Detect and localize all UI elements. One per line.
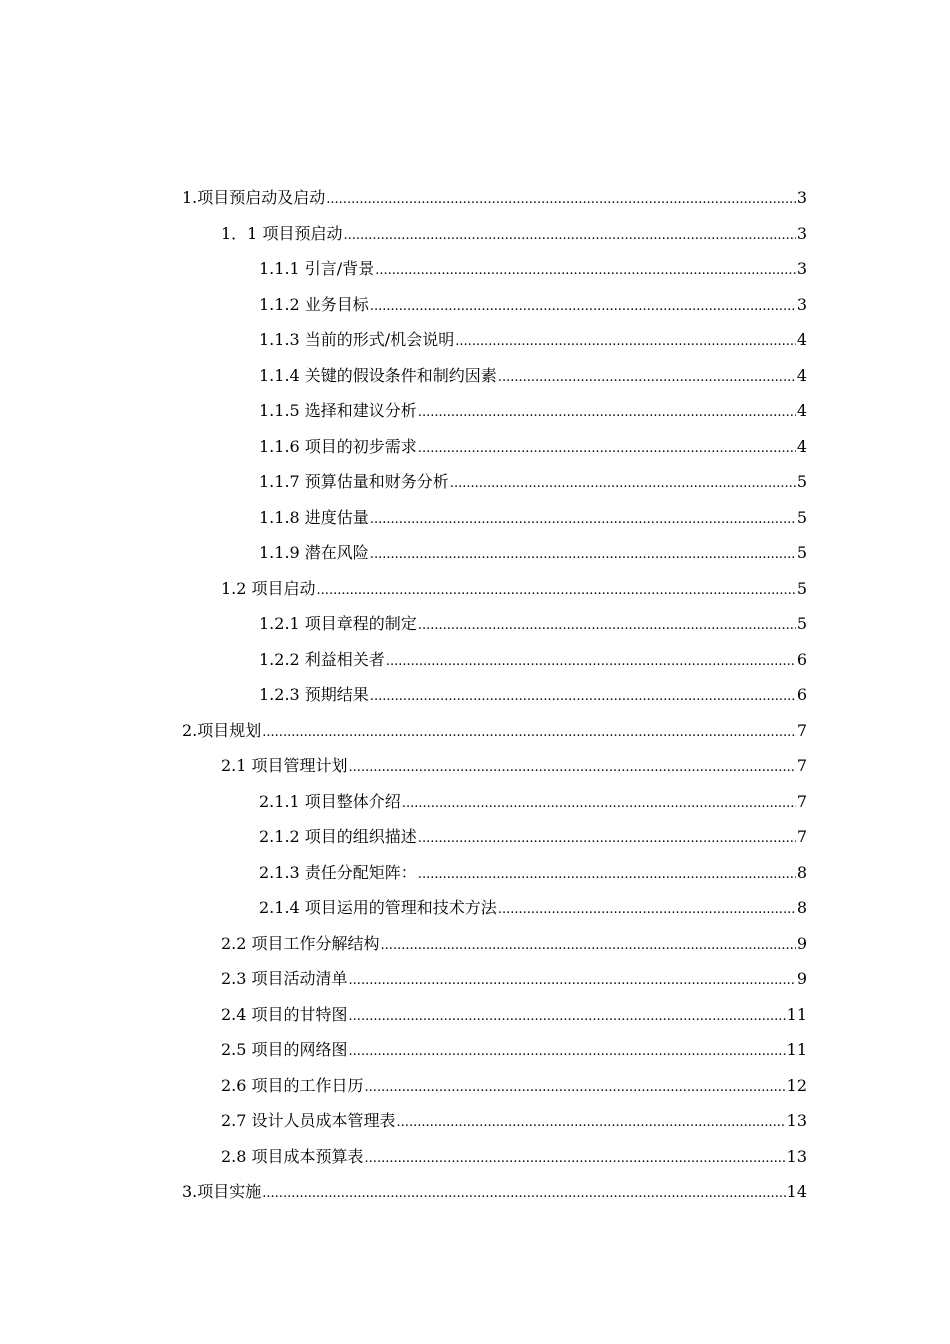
toc-dot-leader [402,789,796,819]
toc-entry-title: 1.1.8 进度估量 [259,507,369,527]
toc-dot-leader [370,540,796,570]
toc-entry-title: 1.项目预启动及启动 [182,188,326,207]
toc-entry[interactable] [221,929,807,959]
toc-entry-title: 3.项目实施 [182,1182,262,1201]
toc-page-number: 8 [796,862,807,882]
toc-dot-leader [498,895,796,925]
toc-entry-title: 2.项目规划 [182,720,262,740]
toc-entry[interactable] [259,858,807,888]
toc-entry-title: 2.1.2 项目的组织描述 [259,827,417,846]
toc-entry-title: 2.4 项目的甘特图 [221,1004,348,1024]
toc-entry[interactable] [221,1142,807,1172]
toc-entry[interactable] [221,1071,807,1101]
toc-dot-leader [370,682,796,712]
toc-entry-title: 1.2 项目启动 [221,578,316,598]
toc-entry[interactable] [259,680,807,710]
toc-entry-title: 1．1 项目预启动 [221,223,343,243]
toc-page-number: 7 [796,827,807,846]
toc-entry[interactable] [259,893,807,923]
toc-dot-leader [370,505,796,535]
toc-page-number: 3 [796,294,807,314]
toc-entry[interactable] [259,822,807,852]
toc-entry-title: 1.1.4 关键的假设条件和制约因素 [259,365,497,385]
toc-entry-title: 1.2.1 项目章程的制定 [259,614,417,633]
toc-page-number: 3 [796,223,807,243]
toc-dot-leader [381,931,796,961]
toc-page-number: 13 [786,1146,807,1166]
toc-entry[interactable] [221,751,807,781]
toc-entry-title: 1.2.2 利益相关者 [259,649,385,669]
toc-dot-leader [418,824,796,854]
toc-entry[interactable] [259,325,807,355]
toc-page-number: 4 [796,365,807,385]
toc-entry-title: 1.1.5 选择和建议分析 [259,401,417,420]
toc-entry[interactable] [259,432,807,462]
toc-page-number: 7 [796,756,807,775]
toc-entry-title: 2.6 项目的工作日历 [221,1075,364,1095]
toc-entry[interactable] [259,787,807,817]
toc-page-number: 7 [796,720,807,740]
toc-page-number: 14 [786,1182,807,1201]
toc-page-number: 9 [796,969,807,988]
toc-dot-leader [317,576,796,606]
toc-entry[interactable] [259,361,807,391]
toc-dot-leader [375,256,796,286]
toc-entry[interactable] [259,254,807,284]
toc-dot-leader [455,327,796,357]
toc-dot-leader [326,185,796,215]
toc-entry-title: 1.1.3 当前的形式/机会说明 [259,330,455,349]
toc-dot-leader [349,966,796,996]
toc-entry[interactable] [259,538,807,568]
toc-dot-leader [450,469,796,499]
toc-page-number: 6 [796,685,807,704]
toc-entry-title: 2.3 项目活动清单 [221,969,348,988]
toc-page-number: 4 [796,401,807,420]
toc-dot-leader [262,1179,785,1209]
toc-dot-leader [418,434,796,464]
toc-entry-title: 2.1 项目管理计划 [221,756,348,775]
toc-entry[interactable] [221,1035,807,1065]
toc-dot-leader [349,753,796,783]
toc-entry[interactable] [182,183,807,213]
toc-page-number: 13 [786,1111,807,1130]
toc-page-number: 5 [796,472,807,491]
toc-entry-title: 2.5 项目的网络图 [221,1040,348,1059]
toc-entry[interactable] [221,574,807,604]
toc-dot-leader [418,398,796,428]
toc-entry[interactable] [259,645,807,675]
toc-dot-leader [418,611,796,641]
toc-entry-title: 2.1.4 项目运用的管理和技术方法 [259,898,497,917]
toc-page-number: 9 [796,933,807,953]
toc-dot-leader [370,292,796,322]
toc-entry[interactable] [182,1177,807,1207]
toc-dot-leader [262,718,796,748]
toc-entry-title: 2.7 设计人员成本管理表 [221,1111,396,1130]
toc-dot-leader [397,1108,786,1138]
toc-entry[interactable] [182,716,807,746]
toc-page-number: 5 [796,614,807,633]
toc-page-number: 5 [796,543,807,562]
toc-page-number: 7 [796,791,807,811]
toc-entry[interactable] [259,396,807,426]
toc-entry[interactable] [221,219,807,249]
toc-entry[interactable] [221,964,807,994]
toc-dot-leader [365,1144,786,1174]
toc-entry-title: 2.1.1 项目整体介绍 [259,791,401,811]
toc-entry-title: 2.8 项目成本预算表 [221,1146,364,1166]
toc-dot-leader [343,221,795,251]
toc-entry-title: 1.2.3 预期结果 [259,685,369,704]
toc-entry[interactable] [221,1106,807,1136]
toc-page-number: 3 [796,259,807,278]
toc-page-number: 4 [796,436,807,456]
toc-entry[interactable] [259,290,807,320]
toc-page-number: 5 [796,507,807,527]
toc-page-number: 4 [796,330,807,349]
toc-page-number: 6 [796,649,807,669]
toc-dot-leader [418,860,796,890]
toc-page-number: 11 [786,1004,807,1024]
toc-entry[interactable] [221,1000,807,1030]
toc-entry[interactable] [259,467,807,497]
toc-dot-leader [365,1073,786,1103]
toc-entry-title: 1.1.6 项目的初步需求 [259,436,417,456]
toc-entry[interactable] [259,609,807,639]
toc-dot-leader [349,1002,786,1032]
toc-page-number: 11 [786,1040,807,1059]
toc-page-number: 3 [796,188,807,207]
toc-entry-title: 1.1.9 潜在风险 [259,543,369,562]
toc-entry-title: 2.2 项目工作分解结构 [221,933,380,953]
toc-entry-title: 2.1.3 责任分配矩阵： [259,862,417,882]
toc-page-number: 12 [786,1075,807,1095]
toc-entry-title: 1.1.7 预算估量和财务分析 [259,472,449,491]
toc-dot-leader [498,363,796,393]
toc-page-number: 8 [796,898,807,917]
toc-page-number: 5 [796,578,807,598]
toc-entry-title: 1.1.2 业务目标 [259,294,369,314]
toc-entry-title: 1.1.1 引言/背景 [259,259,375,278]
toc-entry[interactable] [259,503,807,533]
toc-dot-leader [349,1037,786,1067]
toc-dot-leader [386,647,796,677]
